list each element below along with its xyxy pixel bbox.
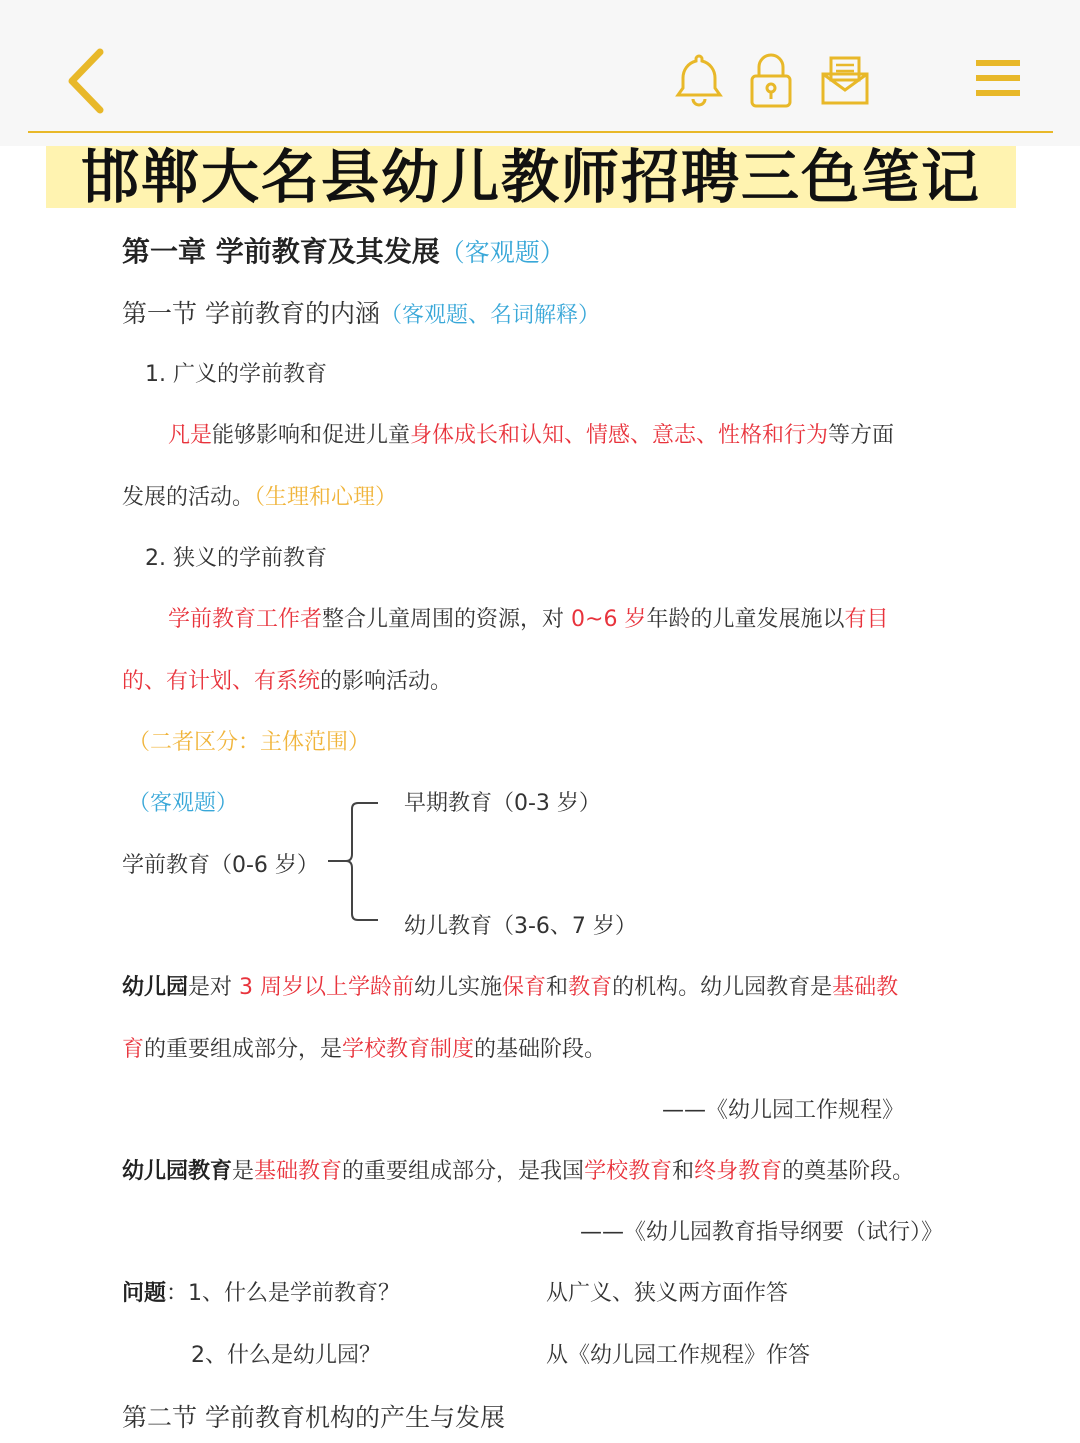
diagram-brace xyxy=(318,800,388,925)
kindergarten-red-text: 育 xyxy=(122,1037,145,1062)
kindergarten-red-text: 基础教 xyxy=(832,975,899,1000)
kindergarten-red-text: 教育 xyxy=(568,975,613,1000)
diagram-branch-preschool: 幼儿教育（3-6、7 岁） xyxy=(404,914,637,939)
kindergarten-bold: 幼儿园 xyxy=(122,975,189,1000)
chapter-heading xyxy=(122,230,565,270)
top-bar xyxy=(0,0,1080,146)
item2-red-text: 有目 xyxy=(844,607,889,632)
kindergarten-text: 的机构。幼儿园教育是 xyxy=(612,975,833,1000)
kindergarten-text: 幼儿实施 xyxy=(414,975,503,1000)
kindergarten-text: 和 xyxy=(546,975,569,1000)
answer-2: 从《幼儿园工作规程》作答 xyxy=(546,1343,811,1368)
kg-edu-line xyxy=(122,1154,914,1185)
kindergarten-red-text: 3 周岁以上学龄前 xyxy=(239,975,415,1000)
kindergarten-text: 的基础阶段。 xyxy=(474,1037,607,1062)
section1-heading xyxy=(122,294,600,330)
kg-edu-red-text: 基础教育 xyxy=(254,1159,343,1184)
chapter-title: 第一章 学前教育及其发展 xyxy=(122,235,440,268)
page-title: 邯郸大名县幼儿教师招聘三色笔记 xyxy=(80,143,981,211)
kindergarten-text: 是对 xyxy=(188,975,240,1000)
kindergarten-line1 xyxy=(122,970,898,1001)
item1-text: 能够影响和促进儿童 xyxy=(212,423,411,448)
item1-red-text: 凡是 xyxy=(168,423,213,448)
item2-paragraph-line1 xyxy=(168,602,888,633)
question-text: ：1、什么是学前教育？ xyxy=(166,1281,401,1306)
question-2: 2、什么是幼儿园？ xyxy=(191,1343,381,1368)
item2-red-text: 的、有计划、有系统 xyxy=(122,669,321,694)
item2-red-text: 学前教育工作者 xyxy=(168,607,323,632)
back-chevron-left-icon[interactable] xyxy=(62,46,110,116)
bell-icon[interactable] xyxy=(674,52,724,108)
kg-edu-red-text: 学校教育 xyxy=(584,1159,673,1184)
kindergarten-line2 xyxy=(122,1032,606,1063)
question-1 xyxy=(122,1276,400,1307)
lock-icon[interactable] xyxy=(748,52,794,110)
answer-1: 从广义、狭义两方面作答 xyxy=(546,1281,789,1306)
item2-text: 整合儿童周围的资源，对 xyxy=(322,607,572,632)
kindergarten-red-text: 保育 xyxy=(502,975,547,1000)
kg-edu-text: 的重要组成部分，是我国 xyxy=(342,1159,585,1184)
menu-icon[interactable] xyxy=(976,58,1020,98)
kg-edu-bold: 幼儿园教育 xyxy=(122,1159,233,1184)
item1-paragraph-line1 xyxy=(168,418,894,449)
item2-title: 2. 狭义的学前教育 xyxy=(145,546,327,571)
diagram-root: 学前教育（0-6 岁） xyxy=(122,853,319,878)
item1-title: 1. 广义的学前教育 xyxy=(145,362,327,387)
top-divider xyxy=(28,131,1053,133)
diagram-branch-early: 早期教育（0-3 岁） xyxy=(404,791,601,816)
questions-label: 问题 xyxy=(122,1281,167,1306)
section1-tag: （客观题、名词解释） xyxy=(379,303,600,328)
item2-paragraph-line2 xyxy=(122,664,452,695)
item1-note: （生理和心理） xyxy=(254,485,398,510)
kg-edu-text: 和 xyxy=(672,1159,695,1184)
kindergarten-red-text: 学校教育制度 xyxy=(342,1037,475,1062)
section2-heading: 第二节 学前教育机构的产生与发展 xyxy=(122,1403,505,1432)
kg-edu-red-text: 终身教育 xyxy=(694,1159,783,1184)
item1-red-text: 身体成长和认知、情感、意志、性格和行为 xyxy=(410,423,829,448)
chapter-tag: （客观题） xyxy=(439,238,565,267)
kg-edu-text: 是 xyxy=(232,1159,255,1184)
kg-edu-text: 的奠基阶段。 xyxy=(782,1159,915,1184)
item1-text: 等方面 xyxy=(828,423,895,448)
kindergarten-text: 的重要组成部分，是 xyxy=(144,1037,343,1062)
item2-red-text: 0~6 岁 xyxy=(571,607,647,632)
mail-icon[interactable] xyxy=(820,54,870,106)
diagram-tag: （客观题） xyxy=(128,791,239,816)
item2-text: 的影响活动。 xyxy=(320,669,453,694)
item1-text: 发展的活动。 xyxy=(122,485,255,510)
item1-paragraph-line2 xyxy=(122,480,397,511)
section1-title: 第一节 学前教育的内涵 xyxy=(122,299,380,328)
distinction-note: （二者区分：主体范围） xyxy=(128,730,371,755)
kg-edu-source: ——《幼儿园教育指导纲要（试行）》 xyxy=(580,1220,944,1245)
kindergarten-source: ——《幼儿园工作规程》 xyxy=(662,1098,905,1123)
item2-text: 年龄的儿童发展施以 xyxy=(646,607,845,632)
